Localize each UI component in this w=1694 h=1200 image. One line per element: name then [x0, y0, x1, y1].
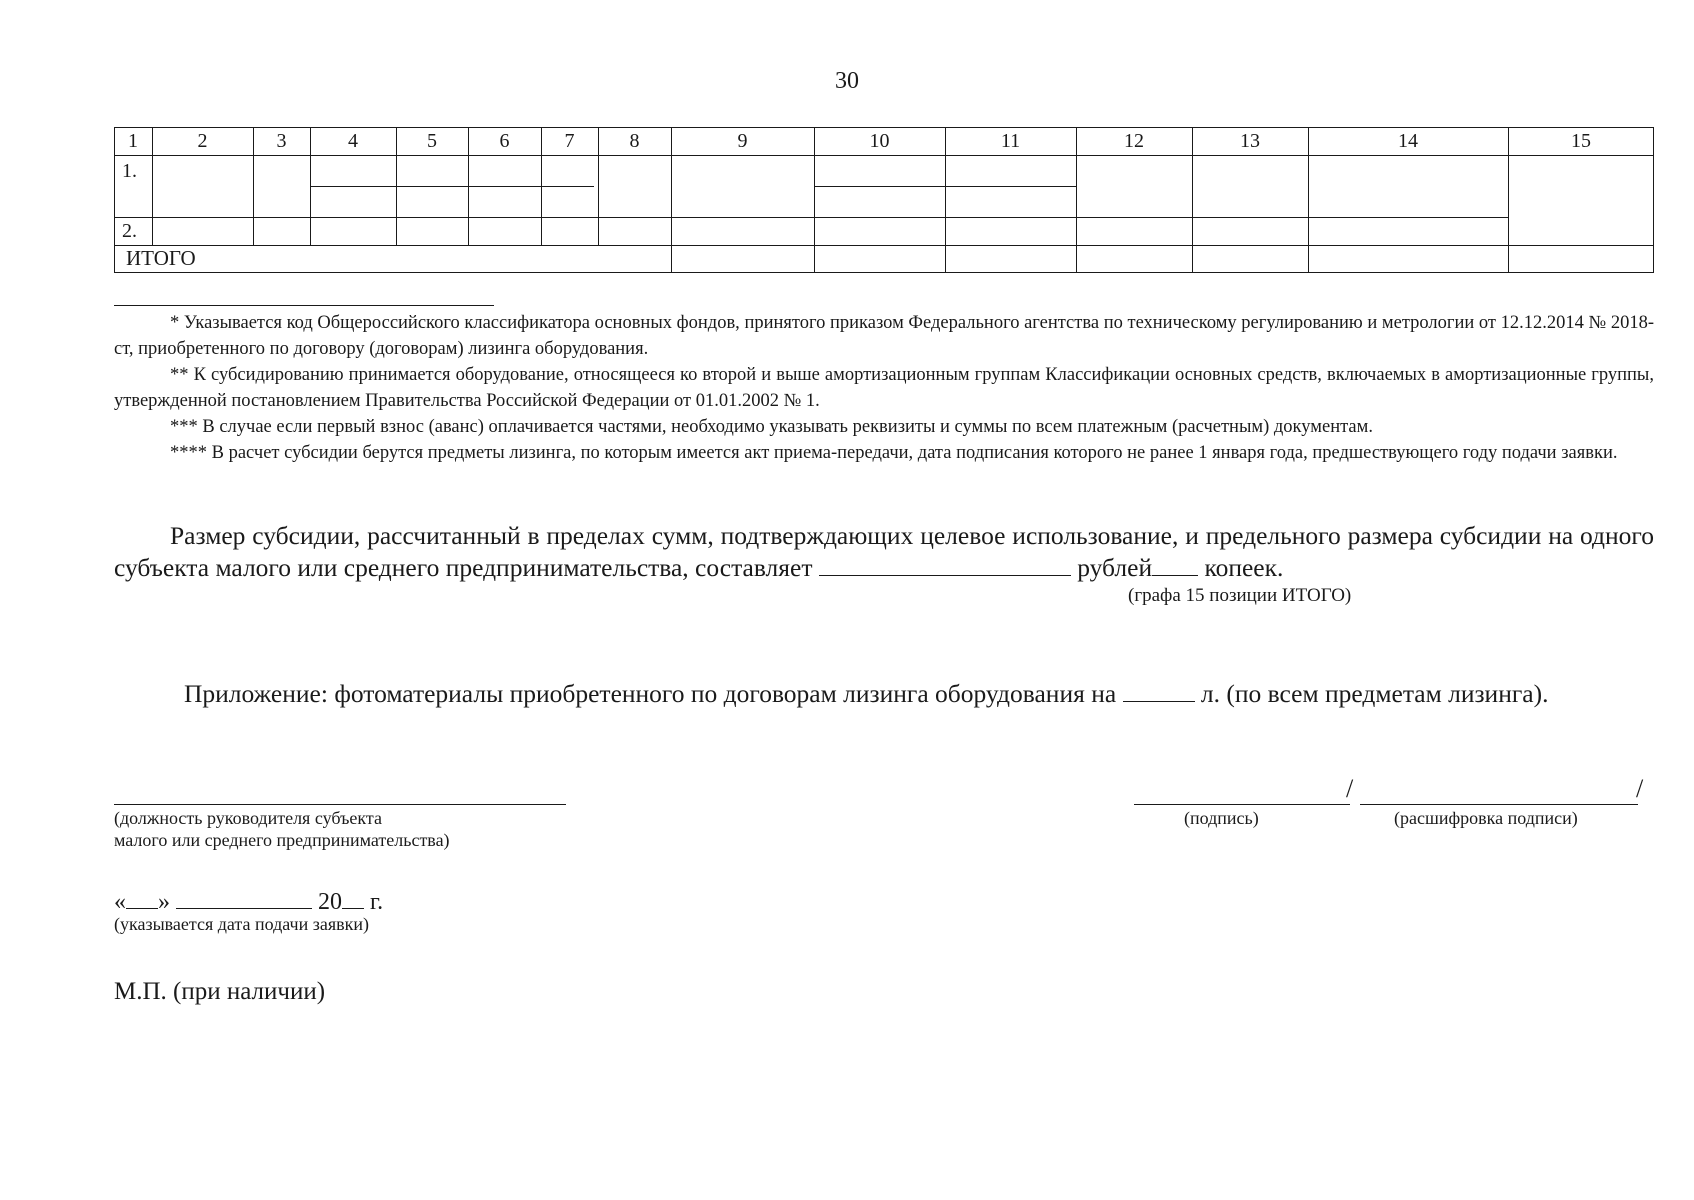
- date-year-field[interactable]: [342, 886, 364, 909]
- date-day-field[interactable]: [126, 886, 158, 909]
- column-header: 10: [869, 130, 890, 152]
- footnote-1-text: * Указывается код Общероссийского классификатора основных фондов, принятого приказом Федерального агентства по техническому регулированию и метрологии от 12.12.2014 № 2018-ст, приобретенного по договору (договорам) лизинга оборудования.: [114, 313, 1654, 359]
- column-header: 4: [348, 130, 358, 152]
- row-divider: [114, 245, 1508, 246]
- attachment-pages-field[interactable]: [1123, 679, 1195, 702]
- column-header: 2: [197, 130, 208, 152]
- header-divider: [114, 155, 1654, 156]
- column-header: 14: [1398, 130, 1418, 152]
- data-table: [114, 127, 1654, 273]
- date-month-field[interactable]: [176, 886, 312, 909]
- subsidy-rubles-field[interactable]: [819, 553, 1071, 576]
- column-header: 11: [1000, 130, 1021, 152]
- rubles-label: рублей: [1077, 553, 1153, 582]
- row-label: 1.: [122, 160, 137, 182]
- footnote-4: [114, 440, 1654, 466]
- signature-slash: /: [1346, 774, 1354, 803]
- attachment-text: Приложение: фотоматериалы приобретенного по договорам лизинга оборудования на: [184, 679, 1117, 708]
- column-header: 13: [1240, 130, 1260, 152]
- decode-slash: /: [1636, 774, 1644, 803]
- subrow-divider: [310, 186, 594, 187]
- row-divider: [1508, 245, 1654, 246]
- attachment-text-after: л. (по всем предметам лизинга).: [1200, 679, 1549, 708]
- position-caption-1: (должность руководителя субъекта: [114, 808, 382, 828]
- column-header: 6: [499, 130, 510, 152]
- column-header: 9: [737, 130, 748, 152]
- date-caption: (указывается дата подачи заявки): [114, 914, 369, 934]
- total-label: ИТОГО: [126, 246, 196, 270]
- decode-line[interactable]: [1360, 804, 1638, 805]
- footnote-3-text: *** В случае если первый взнос (аванс) оплачивается частями, необходимо указывать реквизиты и суммы по всем платежным (расчетным) документам.: [170, 417, 1373, 437]
- subsidy-text: Размер субсидии, рассчитанный в пределах сумм, подтверждающих целевое использование, и предельного размера субсидии на одного субъекта малого или среднего предпринимательства, составляет: [114, 521, 1654, 582]
- footnote-3: [114, 414, 1654, 440]
- signature-caption: (подпись): [1184, 808, 1259, 828]
- column-header: 12: [1124, 130, 1144, 152]
- position-caption-2: малого или среднего предпринимательства): [114, 830, 450, 850]
- date-year-prefix: 20: [318, 889, 342, 915]
- column-header: 8: [629, 130, 640, 152]
- page-number: 30: [835, 68, 859, 94]
- position-line[interactable]: [114, 804, 566, 805]
- row-label: 2.: [122, 220, 137, 242]
- column-header: 1: [128, 130, 138, 152]
- column-header: 5: [427, 130, 437, 152]
- date-year-suffix: г.: [370, 889, 384, 915]
- date-line: [114, 886, 383, 916]
- row-divider: [114, 217, 1508, 218]
- footnote-2-text: ** К субсидированию принимается оборудование, относящееся ко второй и выше амортизационным группам Классификации основных средств, включаемых в амортизационные группы, утвержденной постановлением Правительства Российской Федерации от 01.01.2002 № 1.: [114, 365, 1654, 411]
- footnote-2: [114, 362, 1654, 414]
- footnote-rule: [114, 305, 494, 306]
- subsidy-paragraph: [114, 520, 1654, 584]
- column-header: 15: [1571, 130, 1591, 152]
- signature-line[interactable]: [1134, 804, 1350, 805]
- column-header: 3: [276, 130, 287, 152]
- column-header: 7: [564, 130, 575, 152]
- date-open-quote: «: [114, 889, 126, 915]
- footnote-4-text: **** В расчет субсидии берутся предметы лизинга, по которым имеется акт приема-передачи, дата подписания которого не ранее 1 января года, предшествующего году подачи заявки.: [170, 443, 1618, 463]
- attachment-paragraph: [114, 678, 1654, 710]
- decode-caption: (расшифровка подписи): [1394, 808, 1578, 828]
- footnote-1: [114, 310, 1654, 362]
- date-close-quote: »: [158, 889, 170, 915]
- stamp-note: М.П. (при наличии): [114, 978, 326, 1005]
- subsidy-note: (графа 15 позиции ИТОГО): [1128, 585, 1352, 606]
- subsidy-kopecks-field[interactable]: [1152, 553, 1198, 576]
- kopecks-label: копеек.: [1204, 553, 1284, 582]
